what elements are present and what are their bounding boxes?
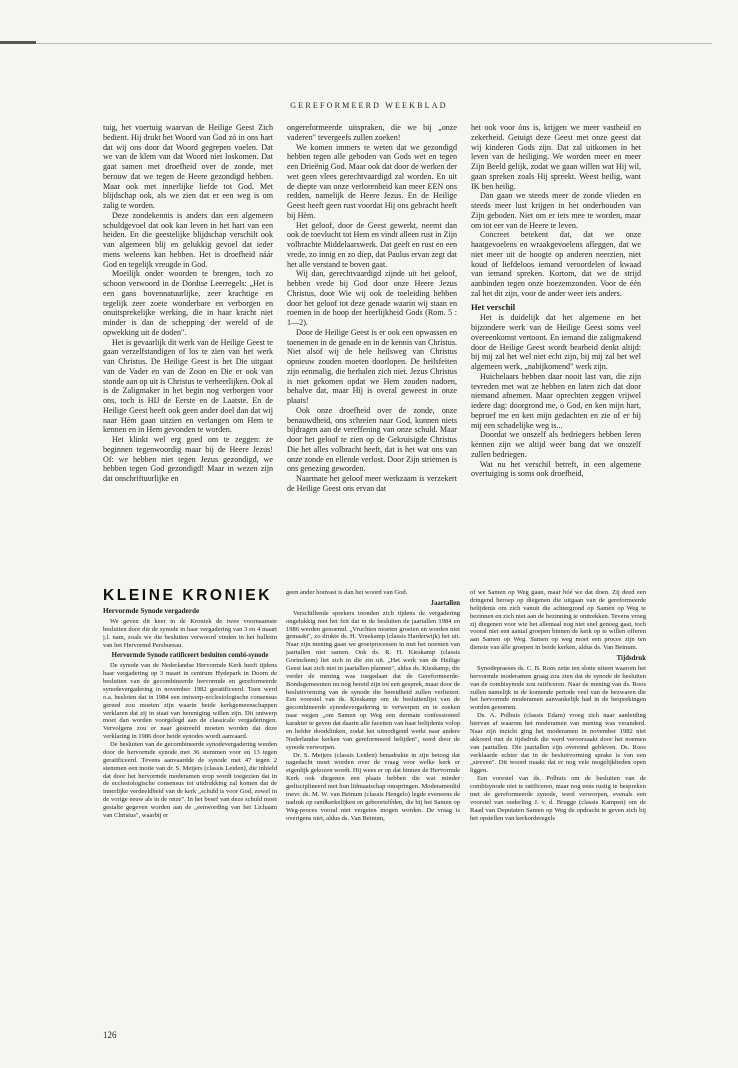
article-paragraph: Ook onze droefheid over de zonde, onze benauwdheid, ons schreien naar God, kunnen niets bijdragen aan de vereffening van onze schuld. Maar door het geloof te zien op de Gekruisigde Christus Die het alles volbracht heeft, dat is het wat ons van onze zonde en ellende verlost. Door Zijn striemen is ons genezing geworden.: [287, 405, 457, 474]
article-column-2: [287, 123, 457, 581]
article-paragraph: Dan gaan we steeds meer de zonde vlieden en steeds meer lust krijgen in het onderhouden van Zijn geboden. Niet om er iets mee te worden, maar om tot eer van de Heere te leven.: [471, 191, 641, 230]
kroniek-paragraph: geen ander houvast is dan het woord van God.: [286, 589, 408, 596]
kroniek-paragraph: Ds. A. Polhuis (classis Edam) vroeg zich naar aanleiding hiervan af waarom het moderamen van mening was veranderd. Naar zijn inzicht ging het moderamen in november 1982 niet akkoord met de tijdsdruk die werd veroorzaakt door het noemen van jaartallen. Die jaartallen zijn overeind gebleven. Ds. Roos verklaarde echter dat in de besluitvorming sprake is van een „streven". Dit woord maakt dat er nog vele mogelijkheden open liggen.: [470, 712, 646, 775]
article-paragraph: Door de Heilige Geest is er ook een opwassen en toenemen in de genade en in de kennis van Christus. Niet alsof wij de hele heilsweg van Christus opnieuw zouden moeten doorlopen. De heilsfeiten zijn eenmalig, die herhalen zich niet. Jezus Christus is niet gekomen opdat we Hem zouden nadoen, behalve dat, maar Hij is overal geweest in onze plaats!: [287, 327, 457, 405]
kroniek-paragraph: Dr. S. Meijers (classis Leiden) benadrukte in zijn betoog dat nagedacht moet worden over de vraag voor welke kerk er eigenlijk gekozen wordt. Hij wees er op dat binnen de Hervormde Kerk ook diegenen een plaats hebben die wat minder gedisciplineerd met hun lidmaatschap omspringen. Moderamenlid mevr. ds. M. W. van Beinum (classis Hengelo) legde eveneens de nadruk op randkerkelijken en geboortelêden, die bij het Samen op Weg-proces vooral niet vergeten mogen worden. De vraag is overigens niet, aldus ds. Van Beinum,: [286, 751, 460, 822]
article-paragraph: Het is gevaarlijk dit werk van de Heilige Geest te gaan verzelfstandigen of los te zien van het werk van Christus. De Heilige Geest is het Die uitgaat van de Vader en van de Zoon en Die er ook van stonde aan op uit is Christus te verheerlijken. Ook al is de Zaligmaker in het begin nog verborgen voor ons, toch is HIJ de Eerste en de Laatste. En de Heilige Geest heeft ook geen ander doel dan dat wij naar Hém gaan uitzien en verlangen om Hem te kennen en in Hem gevonden te worden.: [103, 337, 273, 435]
kroniek-heading-jaartallen: Jaartallen: [430, 599, 460, 607]
section-heading-het-verschil: Het verschil: [471, 301, 516, 312]
article-paragraph: Het klinkt wel erg goed om te zeggen: ze beginnen tegenwoordig maar bij de Heere Jezus! Of: we hebben niet tegen Jezus gezondigd, we hebben tegen God gezondigd! Maar in wezen zijn dat onschriftuurlijke en: [103, 435, 273, 483]
running-head: GEREFORMEERD WEEKBLAD: [290, 101, 448, 110]
article-paragraph: Het geloof, door de Geest gewerkt, neemt dan ook de toevlucht tot Hem en vindt alleen rust in Zijn volbrachte Middelaarswerk. Dat geeft en rust en een vrede, zo innig en zo diep, dat Paulus ervan zegt dat het alle verstand te boven gaat.: [287, 220, 457, 269]
article-paragraph: Wij dan, gerechtvaardigd zijnde uit het geloof, hebben vrede bij God door onze Heere Jezus Christus, door Wie wij ook de toeleiding hebben door het geloof tot deze genade waarin wij staan en roemen in de hoop der heerlijkheid Gods (Rom. 5 : 1—2).: [287, 269, 457, 327]
article-paragraph: Huichelaars hebben daar nooit last van, die zijn tevreden met wat ze hebben en laten zich dat door niemand afnemen. Maar oprechten zeggen vrijwel iedere dag: doorgrond me, o God, en ken mijn hart, beproef me en ken mijn gedachten en zie of er bij mij een schadelijke weg is...: [471, 371, 641, 430]
article-column-1: [103, 123, 273, 581]
kroniek-column-3: [470, 589, 646, 1023]
kroniek-paragraph: Een voorstel van ds. Polhuis om de besluiten van de combisynode niet te ratificeren, maar nog eens rustig te bespreken met de gereformeerde synode, werd verworpen, evenals een voorstel van ouderling J. v. d. Brugge (classis Kampen) om de Raad van Deputaten Samen op Weg de opdracht te geven zich bij het opstellen van kerkorderegels: [470, 775, 646, 822]
kroniek-column-2: [286, 589, 460, 1023]
kroniek-subheading-ratificeert: Hervormde Synode ratificeert besluiten combi-synode: [111, 652, 269, 660]
kroniek-paragraph: We geven dit keer in de Kroniek de twee voornaamste besluiten door die de synode in haar vergadering van 3 en 4 maart j.l. nam, zoals we die besluiten verwoord vinden in het bulletin van het Hervormd Persbureau.: [103, 617, 277, 649]
kroniek-heading-synode: Hervormde Synode vergaderde: [103, 607, 200, 615]
article-paragraph: Moeilijk onder woorden te brengen, toch zo schoon verwoord in de Dordtse Leerregels: „Het is een gans bovennatuurlijke, zeer krachtige en tegelijk zeer zoete wonderbare en verborgen en onuitsprekelijke werking, die in haar kracht niet minder is dan de schepping der wereld of de opwekking uit de doden".: [103, 269, 273, 337]
kroniek-title: KLEINE KRONIEK: [103, 587, 273, 604]
kroniek-paragraph: De besluiten van de gecombineerde synodevergadering werden door de hervormde synode met 36 stemmen voor en 13 tegen geratificeerd. Tevens aanvaardde de synode met 47 tegen 2 stemmen een motie van dr. S. Meijers (classis Leiden), die inhield dat door het hervormde moderamen erop wordt toegezien dat in de ecclesiologische consensus tot uitdrukking zal komen dat de innerlijke verdeeldheid van de kerk „schuld is voor God, zowel in de vorige eeuw als in de onze". In het besef van deze schuld moet gestalte gegeven worden aan de „eenwording van het Lichaam van Christus", waarbij er: [103, 741, 277, 819]
article-paragraph: Doordat we onszelf als bedriegers hebben leren kennen zijn we altijd weer bang dat we onszelf zullen bedriegen.: [471, 430, 641, 459]
kroniek-paragraph: Synodepraeses ds. C. B. Roos zette ten slotte uiteen waarom het hervormde moderamen graag zou zien dat de synode de besluiten van de combisynode zou ratificeren. Naar de mening van ds. Roos zullen namelijk in de komende periode veel van de bezwaren die het hervormde moderamen aanvankelijk had in de besprekingen worden genomen.: [470, 664, 646, 712]
article-paragraph: het ook voor óns is, krijgen we meer vastheid en zekerheid. Getuigt deze Geest met onze geest dat wij kinderen Gods zijn. Dat zal uitkomen in het leven van de heiliging. We worden meer en meer Zijn Beeld gelijk, zodat we gaan willen wat Hij wil, gaan spreken zoals Hij spreekt. Weest heilig, want IK ben heilig.: [471, 123, 641, 191]
kroniek-heading-tijdsdruk: Tijdsdruk: [616, 655, 646, 662]
scan-edge-mark: [0, 41, 36, 44]
article-paragraph: Naarmate het geloof meer werkzaam is verzekert de Heilige Geest ons ervan dat: [287, 474, 457, 493]
article-column-3: [471, 123, 641, 581]
kroniek-paragraph: of we Samen op Weg gaan, maar hóé we dat doen. Zij deed een dringend beroep op diegenen die uitgaan van de gereformeerde belijdenis om zich vanuit die achtergrond op Samen op Weg te bezinnen en zich niet aan de bezinning te onttrekken. Tevens vroeg zij diegenen voor wie het allemaal nog niet snel genoeg gaat, toch vooral niet een aantal groepen binnen de kerk op te willen offeren aan Samen op Weg. Samen op weg moet een proces zijn ten dienste van álle groepen in beide kerken, aldus ds. Van Beinum.: [470, 589, 646, 652]
article-paragraph: Het is duidelijk dat het algemene en het bijzondere werk van de Heilige Geest soms veel overeenkomst vertoont. En iemand die zaligmakend door de Heilige Geest wordt bearbeid denkt altijd: bij mij zal het wel niet echt zijn, bij mij zal het wel algemeen werk, „nabijkomend" werk zijn.: [471, 313, 641, 371]
kroniek-paragraph: Verschillende sprekers toonden zich tijdens de vergadering ongelukkig met het feit dat in de besluiten de jaartallen 1984 en 1986 werden genoemd. „Vruchten moeten groeien en worden niet gemaakt", zo drukte ds. H. Vreekamp (classis Harderwijk) het uit. Naar zijn mening gaan we groeiprocessen in met het noemen van jaartallen niet samen. Ook ds. R. H. Kieskamp (classis Gorinchem) liet zich in die zin uit. „Het werk van de Heilige Geest laat zich niet in jaartallen plannen", aldus ds. Kieskamp, die verder de mening was toegedaan dat de Gereformeerde-Bondsgemeenten nu nog bereid zijn tot een gesprek, maar door de besluitvorming van de synode die bereidheid zullen verliezen. Een voorstel van ds. Kieskamp om de besluitenlijst van de gecombineerde synodevergadering te verwerpen en te zoeken naar wegen „om Samen op Weg een dermate confessioneel karakter te geven dat daarin alle facetten van haar belijdenis volop en helder doorklinken, zodat het uitnodigend werkt naar andere Nederlandse kerken van gereformeerd belijden", werd door de synode verworpen.: [286, 609, 460, 751]
article-paragraph: Deze zondekennis is anders dan een algemeen schuldgevoel dat ook kan leven in het hart van een heiden. En die geestelijke blijdschap verschilt ook van algemeen blij en gelukkig gevoel dat ieder mens weleens kan hebben. Het is droefheid náár God en tegelijk vreugde in God.: [103, 210, 273, 269]
article-paragraph: Concreet betekent dat, dat we onze haatgevoelens en wraakgevoelens afleggen, dat we niet meer uit de hoogte op anderen neerzien, niet koud of liefdeloos iemand veroordelen of kwaad van iemand spreken. Kortom, dat we de strijd aanbinden tegen onze boezemzonden. Voor de één zal het dit zijn, voor de ander weer iets anders.: [471, 230, 641, 298]
article-paragraph: Wat nu het verschil betreft, in een algemene overtuiging is soms ook droefheid,: [471, 459, 641, 479]
page-number: 126: [103, 1030, 117, 1040]
article-paragraph: ongereformeerde uitspraken, die we bij „onze vaderen" tevergeefs zullen zoeken!: [287, 123, 457, 142]
article-paragraph: We komen immers te weten dat we gezondigd hebben tegen alle geboden van Gods wet en tegen een Drieënig God. Maar ook dat door de werken der wet geen vlees gerechtvaardigd zal worden. En uit de diepte van onze verlorenheid kan meer EEN ons redden, namelijk de Heere Jezus. En de Heilige Geest heeft geen rust voordat Hij ons gebracht heeft bij Hèm.: [287, 142, 457, 220]
kroniek-paragraph: De synode van de Nederlandse Hervormde Kerk heeft tijdens haar vergadering op 3 maart in centrum Hydepark in Doorn de besluiten van de gecombineerde hervormde en gereformeerde synodevergadering in november 1982 geratificeerd. Toen werd o.a. besloten dat in 1984 een ontwerp-ecclesiologische consensus gereed zou moeten zijn waarin beide kerkgemeenschappen verklaren dat zij in staat van hereniging willen zijn. Dit ontwerp moet dan worden voorgelegd aan de classicale vergaderingen. Vervolgens zou er naar gestreefd moeten worden dat deze verklaring in 1986 door beide synodes wordt aanvaard.: [103, 662, 277, 741]
kroniek-column-1: [103, 606, 277, 1023]
article-paragraph: tuig, het voertuig waarvan de Heilige Geest Zich bedient. Hij drukt het Woord van God zó in ons hart dat wij ons door dat Woord gegrepen voelen. Dat we van de klem van dat Woord niet loskomen. Dat gaat samen met droefheid over de zonde, met berouw dat we tegen de Heere gezondigd hebben. Maar ook met innerlijke liefde tot God. Met blijdschap ook, als we zien dat er een weg is om zalig te worden.: [103, 123, 273, 210]
scan-edge-rule: [0, 43, 712, 44]
